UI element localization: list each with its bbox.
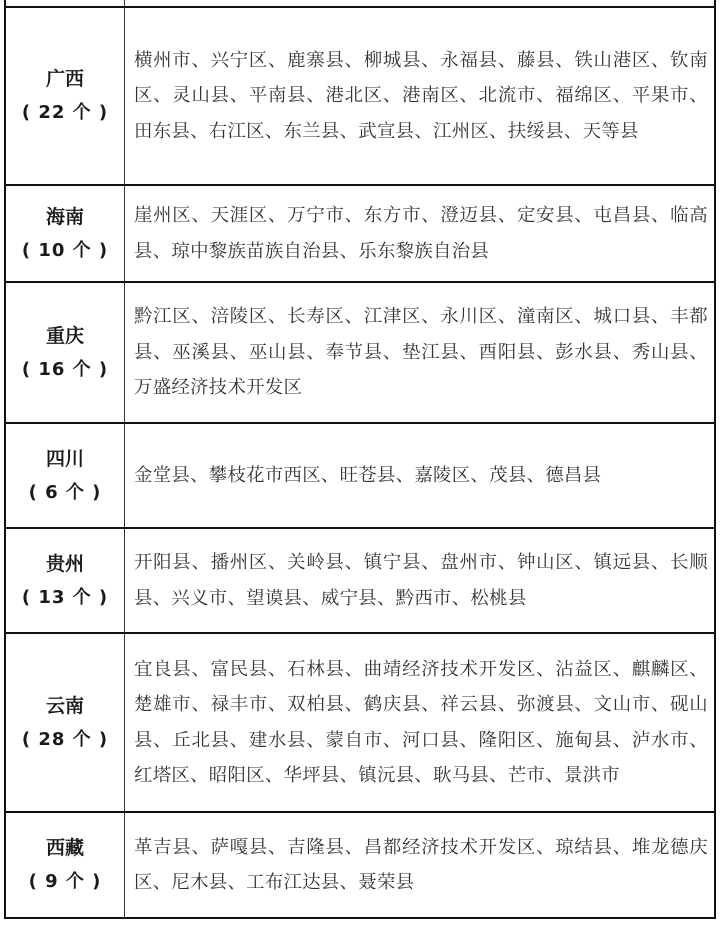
county-list-cell: [125, 634, 714, 811]
province-name: 西藏: [45, 837, 84, 859]
province-cell: [6, 8, 125, 184]
county-list: 黔江区、涪陵区、长寿区、江津区、永川区、潼南区、城口县、丰都县、巫溪县、巫山县、奉节县、垫江县、酉阳县、彭水县、秀山县、万盛经济技术开发区: [134, 306, 708, 399]
table-row-guizhou: [6, 527, 714, 632]
county-list-cell: [125, 529, 714, 632]
province-cell: [6, 186, 125, 281]
province-count: ( 16 个 ): [21, 358, 109, 380]
province-count: ( 6 个 ): [28, 481, 102, 503]
county-list-cell: [125, 283, 714, 422]
province-cell: [6, 813, 125, 917]
province-count: ( 22 个 ): [21, 102, 109, 123]
province-name: 广西: [45, 68, 84, 90]
province-count: ( 13 个 ): [21, 586, 109, 608]
province-cell: [6, 283, 125, 422]
province-name: 重庆: [45, 324, 84, 347]
province-count: ( 9 个 ): [28, 871, 102, 892]
table-row-yunnan: [6, 632, 714, 811]
province-name: 四川: [45, 447, 84, 470]
county-list: 宜良县、富民县、石林县、曲靖经济技术开发区、沾益区、麒麟区、楚雄市、禄丰市、双柏县、鹤庆县、祥云县、弥渡县、文山市、砚山县、丘北县、建水县、蒙自市、河口县、隆阳区、施甸县、泸水市、红塔区、昭阳区、华坪县、镇沅县、耿马县、芒市、景洪市: [134, 658, 708, 786]
table-row-hainan: [6, 184, 714, 281]
county-table: [4, 0, 716, 919]
county-list: 金堂县、攀枝花市西区、旺苍县、嘉陵区、茂县、德昌县: [134, 464, 602, 486]
county-list: 崖州区、天涯区、万宁市、东方市、澄迈县、定安县、屯昌县、临高县、琼中黎族苗族自治县、乐东黎族自治县: [134, 205, 708, 262]
county-list: 横州市、兴宁区、鹿寨县、柳城县、永福县、藤县、铁山港区、钦南区、灵山县、平南县、港北区、港南区、北流市、福绵区、平果市、田东县、右江区、东兰县、武宣县、江州区、扶绥县、天等县: [134, 49, 708, 142]
county-list: 革吉县、萨嘎县、吉隆县、昌都经济技术开发区、琼结县、堆龙德庆区、尼木县、工布江达县、聂荣县: [134, 836, 708, 893]
table-top-stub-cell: [6, 0, 125, 6]
county-list-cell: [125, 186, 714, 281]
province-name: 海南: [45, 205, 84, 228]
province-count: ( 10 个 ): [21, 239, 109, 261]
county-list-cell: [125, 424, 714, 527]
province-count: ( 28 个 ): [21, 728, 109, 750]
table-row-guangxi: [6, 6, 714, 184]
province-cell: [6, 424, 125, 527]
province-cell: [6, 634, 125, 811]
province-cell: [6, 529, 125, 632]
county-list-cell: [125, 813, 714, 917]
table-row-sichuan: [6, 422, 714, 527]
province-name: 贵州: [45, 552, 84, 575]
province-name: 云南: [45, 694, 84, 717]
table-row-chongqing: [6, 281, 714, 422]
county-list: 开阳县、播州区、关岭县、镇宁县、盘州市、钟山区、镇远县、长顺县、兴义市、望谟县、威宁县、黔西市、松桃县: [134, 552, 708, 609]
table-row-xizang: [6, 811, 714, 919]
county-list-cell: [125, 8, 714, 184]
